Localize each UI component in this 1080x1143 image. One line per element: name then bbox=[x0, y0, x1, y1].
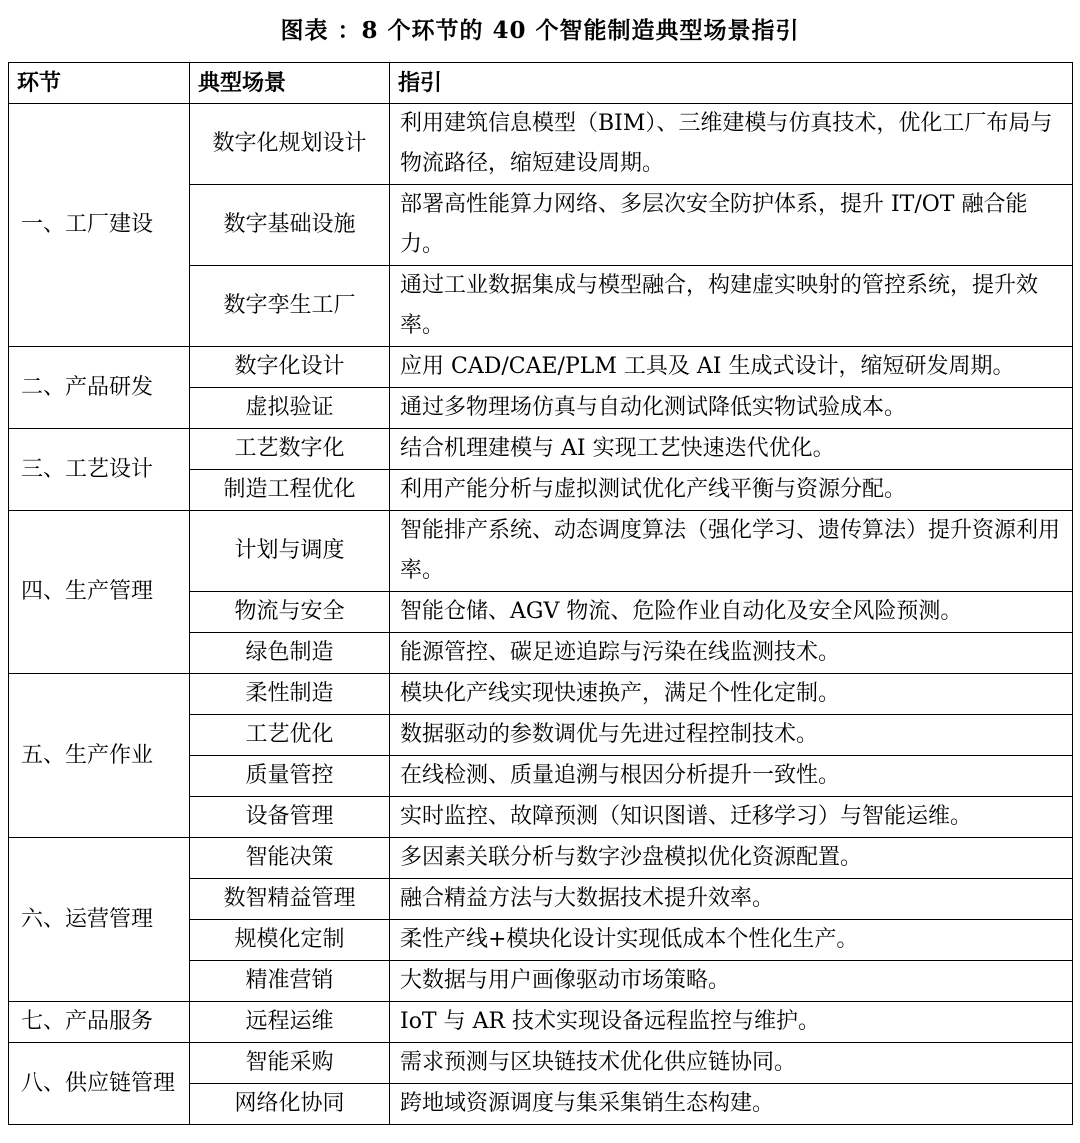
guide-cell: 能源管控、碳足迹追踪与污染在线监测技术。 bbox=[390, 633, 1073, 674]
table-row bbox=[9, 429, 1073, 470]
stage-cell: 三、工艺设计 bbox=[9, 429, 190, 511]
stage-cell: 二、产品研发 bbox=[9, 347, 190, 429]
guide-cell: 柔性产线+模块化设计实现低成本个性化生产。 bbox=[390, 920, 1073, 961]
header-guide: 指引 bbox=[390, 63, 1073, 104]
table-row bbox=[9, 1043, 1073, 1084]
stage-cell: 七、产品服务 bbox=[9, 1002, 190, 1043]
header-stage: 环节 bbox=[9, 63, 190, 104]
guide-cell: 在线检测、质量追溯与根因分析提升一致性。 bbox=[390, 756, 1073, 797]
guide-cell: 通过多物理场仿真与自动化测试降低实物试验成本。 bbox=[390, 388, 1073, 429]
guide-cell: 跨地域资源调度与集采集销生态构建。 bbox=[390, 1084, 1073, 1125]
scene-cell: 虚拟验证 bbox=[190, 388, 390, 429]
scene-cell: 设备管理 bbox=[190, 797, 390, 838]
table-row bbox=[9, 838, 1073, 879]
scenario-table bbox=[8, 62, 1073, 1125]
scene-cell: 精准营销 bbox=[190, 961, 390, 1002]
table-row bbox=[9, 347, 1073, 388]
stage-cell: 八、供应链管理 bbox=[9, 1043, 190, 1125]
scene-cell: 数智精益管理 bbox=[190, 879, 390, 920]
scene-cell: 数字化规划设计 bbox=[190, 104, 390, 185]
table-header-row bbox=[9, 63, 1073, 104]
scene-cell: 制造工程优化 bbox=[190, 470, 390, 511]
table-row bbox=[9, 511, 1073, 592]
guide-cell: 数据驱动的参数调优与先进过程控制技术。 bbox=[390, 715, 1073, 756]
guide-cell: 实时监控、故障预测（知识图谱、迁移学习）与智能运维。 bbox=[390, 797, 1073, 838]
scene-cell: 计划与调度 bbox=[190, 511, 390, 592]
table-body bbox=[9, 104, 1073, 1125]
guide-cell: 多因素关联分析与数字沙盘模拟优化资源配置。 bbox=[390, 838, 1073, 879]
stage-cell: 六、运营管理 bbox=[9, 838, 190, 1002]
table-row bbox=[9, 674, 1073, 715]
scene-cell: 数字化设计 bbox=[190, 347, 390, 388]
scene-cell: 质量管控 bbox=[190, 756, 390, 797]
guide-cell: 利用产能分析与虚拟测试优化产线平衡与资源分配。 bbox=[390, 470, 1073, 511]
guide-cell: 部署高性能算力网络、多层次安全防护体系，提升 IT/OT 融合能力。 bbox=[390, 185, 1073, 266]
scene-cell: 工艺数字化 bbox=[190, 429, 390, 470]
guide-cell: 模块化产线实现快速换产，满足个性化定制。 bbox=[390, 674, 1073, 715]
guide-cell: 大数据与用户画像驱动市场策略。 bbox=[390, 961, 1073, 1002]
guide-cell: 需求预测与区块链技术优化供应链协同。 bbox=[390, 1043, 1073, 1084]
scene-cell: 规模化定制 bbox=[190, 920, 390, 961]
guide-cell: 应用 CAD/CAE/PLM 工具及 AI 生成式设计，缩短研发周期。 bbox=[390, 347, 1073, 388]
stage-cell: 四、生产管理 bbox=[9, 511, 190, 674]
guide-cell: 智能排产系统、动态调度算法（强化学习、遗传算法）提升资源利用率。 bbox=[390, 511, 1073, 592]
scene-cell: 数字孪生工厂 bbox=[190, 266, 390, 347]
guide-cell: 通过工业数据集成与模型融合，构建虚实映射的管控系统，提升效率。 bbox=[390, 266, 1073, 347]
scene-cell: 绿色制造 bbox=[190, 633, 390, 674]
guide-cell: 融合精益方法与大数据技术提升效率。 bbox=[390, 879, 1073, 920]
scene-cell: 工艺优化 bbox=[190, 715, 390, 756]
table-row bbox=[9, 104, 1073, 185]
scene-cell: 远程运维 bbox=[190, 1002, 390, 1043]
scene-cell: 网络化协同 bbox=[190, 1084, 390, 1125]
stage-cell: 五、生产作业 bbox=[9, 674, 190, 838]
table-title: 图表 ：8 个环节的 40 个智能制造典型场景指引 bbox=[280, 17, 800, 44]
stage-cell: 一、工厂建设 bbox=[9, 104, 190, 347]
guide-cell: IoT 与 AR 技术实现设备远程监控与维护。 bbox=[390, 1002, 1073, 1043]
guide-cell: 利用建筑信息模型（BIM）、三维建模与仿真技术，优化工厂布局与物流路径，缩短建设周期。 bbox=[390, 104, 1073, 185]
scene-cell: 柔性制造 bbox=[190, 674, 390, 715]
scene-cell: 数字基础设施 bbox=[190, 185, 390, 266]
guide-cell: 结合机理建模与 AI 实现工艺快速迭代优化。 bbox=[390, 429, 1073, 470]
guide-cell: 智能仓储、AGV 物流、危险作业自动化及安全风险预测。 bbox=[390, 592, 1073, 633]
scene-cell: 智能采购 bbox=[190, 1043, 390, 1084]
table-row bbox=[9, 1002, 1073, 1043]
header-scene: 典型场景 bbox=[190, 63, 390, 104]
scene-cell: 物流与安全 bbox=[190, 592, 390, 633]
scene-cell: 智能决策 bbox=[190, 838, 390, 879]
